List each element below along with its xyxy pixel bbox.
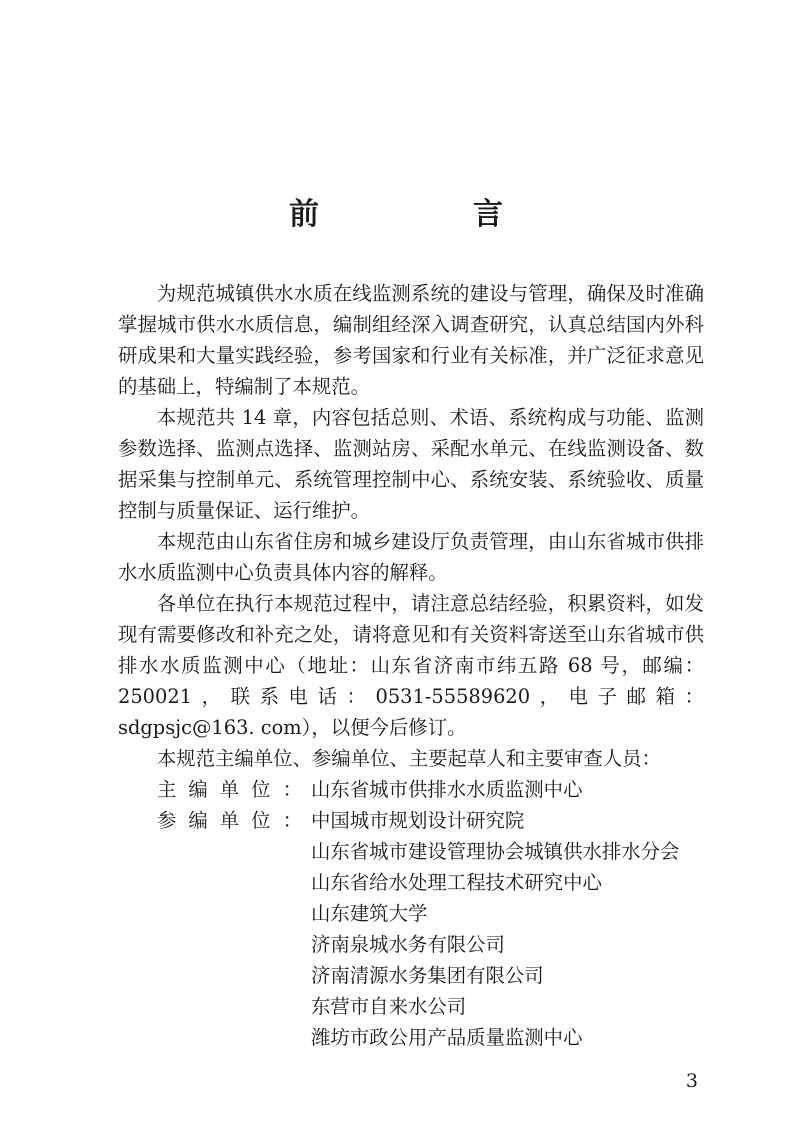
participating-unit-item: 东营市自来水公司 — [311, 995, 467, 1018]
participating-row — [118, 805, 704, 1053]
chief-editor-units — [311, 774, 582, 805]
participating-colon: ： — [282, 809, 302, 832]
participating-unit-item: 山东省给水处理工程技术研究中心 — [311, 871, 602, 894]
chief-editor-label: 主编单位 — [157, 778, 283, 801]
participating-units — [311, 805, 679, 1053]
paragraph-purpose: 为规范城镇供水水质在线监测系统的建设与管理，确保及时准确掌握城市供水水质信息，编制组经深入调查研究，认真总结国内外科研成果和大量实践经验，参考国家和行业有关标准，并广泛征求意见的基础上，特编制了本规范。 — [118, 282, 704, 398]
participating-unit-item: 济南清源水务集团有限公司 — [311, 964, 544, 987]
chief-editor-row — [118, 774, 704, 805]
participating-unit-item: 中国城市规划设计研究院 — [311, 809, 525, 832]
page-number: 3 — [685, 1070, 698, 1092]
paragraph-feedback: 各单位在执行本规范过程中，请注意总结经验，积累资料，如发现有需要修改和补充之处，请将意见和有关资料寄送至山东省城市供排水水质监测中心（地址：山东省济南市纬五路 68 号，邮编：250021，联系电话：0531-55589620，电子邮箱：sdgpsjc@163. com），以便今后修订。 — [118, 592, 704, 739]
participating-label: 参编单位 — [157, 809, 283, 832]
chief-unit-item: 山东省城市供排水水质监测中心 — [311, 778, 583, 801]
contributors-list — [118, 774, 704, 1053]
paragraph-contents: 本规范共 14 章，内容包括总则、术语、系统构成与功能、监测参数选择、监测点选择、监测站房、采配水单元、在线监测设备、数据采集与控制单元、系统管理控制中心、系统安装、系统验收、质量控制与质量保证、运行维护。 — [118, 406, 704, 522]
preface-body — [118, 278, 704, 1053]
paragraph-contributors-intro: 本规范主编单位、参编单位、主要起草人和主要审查人员： — [156, 747, 661, 770]
participating-unit-item: 山东省城市建设管理协会城镇供水排水分会 — [311, 840, 680, 863]
chief-editor-colon: ： — [282, 778, 302, 801]
paragraph-management: 本规范由山东省住房和城乡建设厅负责管理，由山东省城市供排水水质监测中心负责具体内容的解释。 — [118, 530, 704, 584]
page-title: 前 言 — [289, 197, 565, 232]
participating-unit-item: 济南泉城水务有限公司 — [311, 933, 505, 956]
participating-unit-item: 潍坊市政公用产品质量监测中心 — [311, 1026, 583, 1049]
participating-unit-item: 山东建筑大学 — [311, 902, 428, 925]
